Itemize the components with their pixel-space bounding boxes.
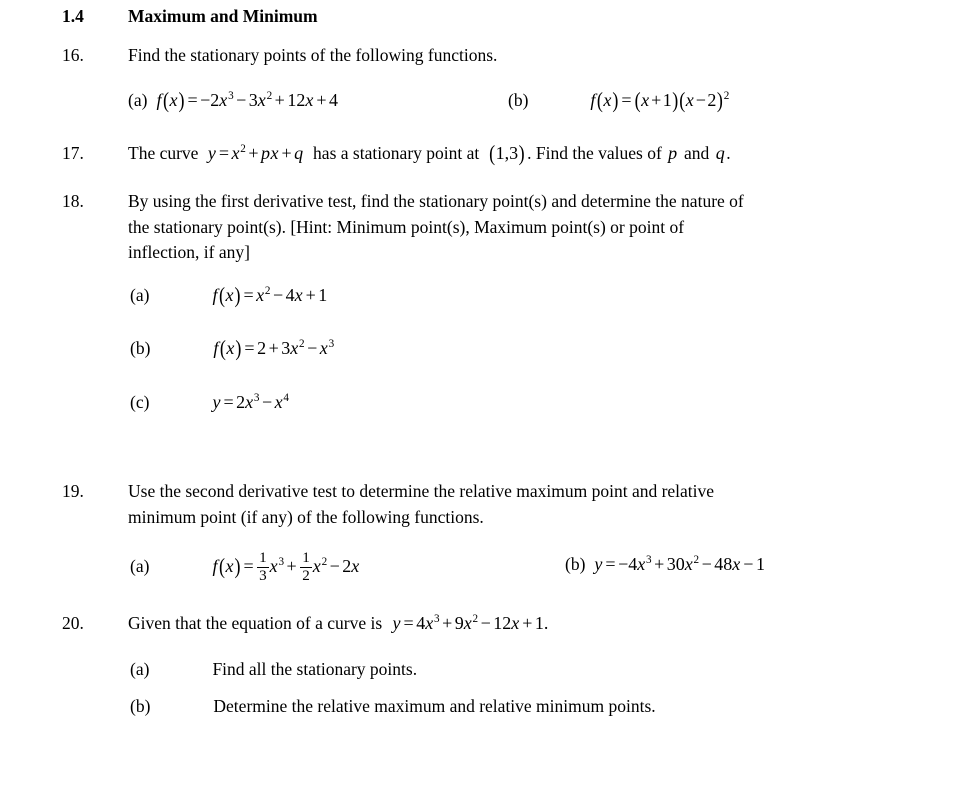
question-19-number: 19. — [62, 481, 84, 501]
question-19-line-2: minimum point (if any) of the following functions. — [128, 506, 484, 527]
question-18 — [62, 189, 942, 266]
question-18-line-2: the stationary point(s). [Hint: Minimum point(s), Maximum point(s) or point of — [128, 216, 685, 237]
question-18-part-b — [130, 335, 335, 361]
question-20-part-b-text: Determine the relative maximum and relative minimum points. — [213, 696, 656, 716]
variable-p: p — [668, 143, 678, 163]
question-18-line-3: inflection, if any] — [128, 242, 250, 262]
part-label-c: (c) — [130, 392, 150, 412]
part-label-a: (a) — [130, 659, 150, 679]
part-label-a: (a) — [130, 285, 150, 305]
question-20-text — [128, 611, 548, 637]
question-19-part-b — [565, 554, 765, 575]
question-17-text-and: and — [684, 143, 710, 163]
section-number: 1.4 — [62, 6, 84, 26]
question-16-number: 16. — [62, 45, 84, 65]
question-19-text — [128, 479, 918, 530]
question-17-number: 17. — [62, 143, 84, 163]
question-18-text — [128, 189, 940, 266]
part-label-b: (b) — [130, 696, 151, 716]
question-18-part-c — [130, 392, 289, 413]
question-18-number: 18. — [62, 191, 84, 211]
equation-18c: $y = 2x^3 - x^4$ — [212, 392, 289, 412]
question-17-text-after: . Find the values of — [527, 143, 662, 163]
part-label-a: (a) — [128, 90, 148, 110]
part-label-b: (b) — [130, 338, 151, 358]
question-20-part-b — [130, 694, 656, 720]
equation-18a: $f(x) = x^2 - 4x + 1$ — [212, 282, 328, 308]
equation-20: $y = 4x^3 + 9x^2 - 12x + 1$. — [392, 613, 549, 633]
question-16-text: Find the stationary points of the following functions. — [128, 45, 498, 65]
question-16-part-a — [128, 87, 338, 113]
question-20 — [62, 611, 942, 637]
question-17-text-end: . — [726, 143, 731, 163]
question-20-number: 20. — [62, 613, 84, 633]
equation-16b: $f(x) = (x +1)(x -2)^2$ — [590, 87, 730, 113]
equation-17: $y = x^2$ + px + q — [207, 143, 304, 163]
question-19 — [62, 479, 942, 530]
question-20-part-a-text: Find all the stationary points. — [212, 659, 418, 679]
part-label-b: (b) — [508, 90, 529, 110]
question-20-text-before: Given that the equation of a curve is — [128, 613, 383, 633]
question-19-part-a — [130, 551, 360, 584]
question-16 — [62, 43, 922, 69]
question-20-part-a — [130, 657, 417, 683]
question-16-part-b — [508, 87, 730, 113]
equation-17-point: (1,3) — [489, 140, 525, 166]
equation-18b: $f(x) = 2 + 3x^2 - x^3$ — [213, 335, 335, 361]
question-19-line-1: Use the second derivative test to determine the relative maximum point and relative — [128, 481, 715, 501]
part-label-a: (a) — [130, 556, 150, 577]
part-label-b: (b) — [565, 554, 586, 574]
question-17-text-before: The curve — [128, 143, 199, 163]
variable-q: q — [715, 143, 725, 163]
equation-19b: $y = -4x^3 + 30x^2 - 48x - 1$ — [594, 554, 765, 574]
question-17 — [62, 141, 942, 167]
equation-16a: $f(x) = -2x^3 - 3x^2 + 12x + 4$ — [156, 87, 338, 113]
question-18-part-a — [130, 282, 328, 308]
question-18-line-1: By using the first derivative test, find the stationary point(s) and determine the nature of — [128, 191, 744, 211]
question-17-text — [128, 141, 731, 167]
section-title-text: Maximum and Minimum — [128, 6, 318, 26]
question-17-text-middle: has a stationary point at — [313, 143, 480, 163]
equation-19a: f(x) = $\frac{1}{3}$ $x^3$ + $\frac{1}{2}$ $x^2 - 2x$ — [212, 550, 360, 584]
section-heading — [62, 6, 318, 27]
